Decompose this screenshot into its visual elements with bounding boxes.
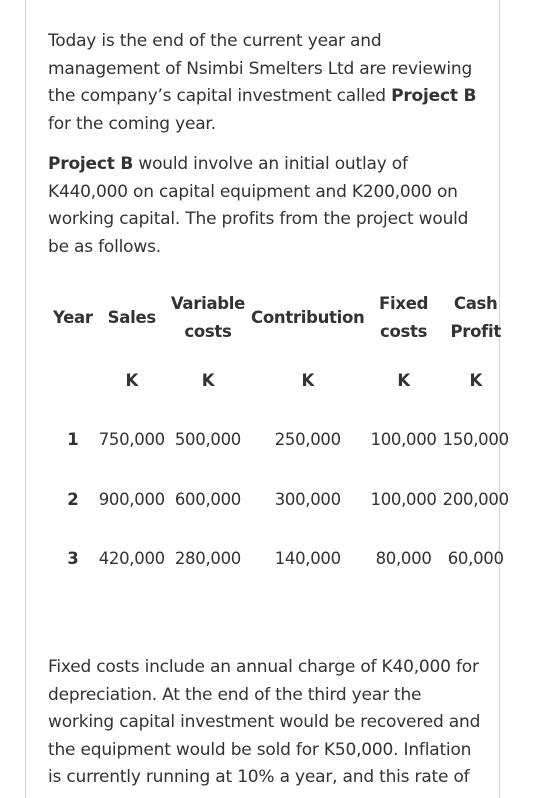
cell-fixed-costs: 100,000 <box>370 430 437 450</box>
unit-sales: K <box>125 370 139 390</box>
cell-variable-costs: 500,000 <box>174 430 241 450</box>
cell-sales: 900,000 <box>98 489 165 509</box>
cell-fixed-costs: 100,000 <box>370 489 437 509</box>
cell-sales: 750,000 <box>98 430 165 450</box>
header-fixed-costs <box>368 286 440 350</box>
units-year-blank <box>50 350 96 410</box>
table-header-row <box>50 286 512 350</box>
profits-table <box>50 286 512 589</box>
table-units-row <box>50 350 512 410</box>
header-cash-profit <box>440 286 512 350</box>
header-contribution: Contribution <box>251 308 365 327</box>
intro-paragraph <box>48 28 478 138</box>
unit-cash-profit: K <box>469 370 482 390</box>
header-variable-costs <box>168 286 248 350</box>
cell-contribution: 300,000 <box>274 489 341 509</box>
cell-contribution: 250,000 <box>274 430 341 450</box>
unit-contribution: K <box>301 370 315 390</box>
header-sales: Sales <box>107 308 156 327</box>
cell-cash-profit: 150,000 <box>442 430 509 450</box>
table-row <box>50 410 512 470</box>
cell-fixed-costs: 80,000 <box>375 549 432 569</box>
cell-sales: 420,000 <box>98 549 165 569</box>
cell-year: 2 <box>67 489 79 509</box>
table-row <box>50 470 512 530</box>
unit-fixed-costs: K <box>397 370 410 390</box>
header-cash-profit-line2: Profit <box>450 322 501 341</box>
header-variable-costs-line2: costs <box>184 322 232 341</box>
intro-text-end: for the coming year. <box>48 113 216 134</box>
project-name-bold: Project B <box>48 154 134 174</box>
cell-variable-costs: 600,000 <box>174 489 241 509</box>
header-cash-profit-line1: Cash <box>453 294 498 313</box>
header-fixed-costs-line2: costs <box>379 322 428 341</box>
project-name-bold: Project B <box>391 86 477 106</box>
cell-year: 3 <box>67 549 79 569</box>
header-variable-costs-line1: Variable <box>170 294 246 313</box>
cell-variable-costs: 280,000 <box>174 549 241 569</box>
cell-contribution: 140,000 <box>274 549 341 569</box>
intro-text-start: Today is the end of the current year and management of Nsimbi Smelters Ltd are reviewing the company’s capital investment called <box>48 31 473 106</box>
table-row <box>50 529 512 589</box>
cell-year: 1 <box>67 430 79 450</box>
project-description-text: would involve an initial outlay of K440,000 on capital equipment and K200,000 on working capital. The profits from the project would be as follows. <box>48 154 469 257</box>
header-fixed-costs-line1: Fixed <box>379 294 429 313</box>
fixed-costs-paragraph: Fixed costs include an annual charge of K40,000 for depreciation. At the end of the third year the working capital investment would be recovered and the equipment would be sold for K50,000. Inflation is currently running at 10% a year, and this rate of <box>48 657 481 787</box>
unit-variable-costs: K <box>201 370 215 390</box>
header-year: Year <box>53 308 93 327</box>
cell-cash-profit: 200,000 <box>442 489 509 509</box>
cell-cash-profit: 60,000 <box>447 549 504 569</box>
project-description-paragraph <box>48 151 478 261</box>
